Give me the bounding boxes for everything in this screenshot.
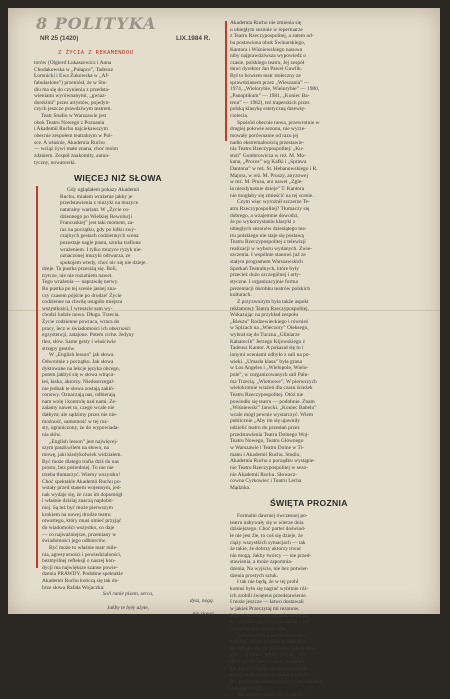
text-line: Tego wrażenia — naprawdę nerwy.: [42, 279, 119, 286]
masthead: 8 POLITYKA: [36, 14, 157, 33]
text-line: Wskazując na przykład zespołu: [230, 312, 299, 319]
right-column-closing: [230, 513, 416, 699]
text-line: Czym więc wyrożnił szczerze Te-: [237, 199, 310, 206]
text-line: drugiej połowie sezonu, nie wyrze-: [230, 126, 306, 133]
text-line: dysz, nogą.: [189, 598, 214, 605]
text-line: Gdy oglądałem pokazy Akademii: [67, 187, 140, 193]
text-line: dorskimi” przez artystów, pojedyn-: [34, 99, 110, 106]
text-line: tlen, słów. Same gesty i właściwie: [42, 339, 116, 346]
text-line: Akademia Ruchu z porządku wystąpie-: [230, 458, 316, 465]
text-line: w Warszawie i Teatru Dolne w Ti-: [230, 445, 304, 451]
text-line: ciąży wszystkich sytuacjach — tak: [230, 539, 306, 546]
text-line: w jakieś Przeczytaj mi rezonow.: [230, 605, 300, 612]
newspaper-page: [8, 8, 440, 699]
text-line: otwartego, który musi umieć przyjąć: [42, 518, 122, 525]
text-line: atru Rzeczypospolitej? Tłumaczy się: [230, 205, 310, 212]
text-line: „Panoptikum” — 1981, „Koniec Ba-: [230, 93, 310, 100]
text-line: zjwen bezkarności — stanu trzeźwo-: [230, 672, 310, 679]
text-line: Majora, w reż. M. Pruszy, anyzowej: [230, 172, 308, 179]
text-line: Święta próźnia jest bowiem nie-: [237, 632, 307, 639]
text-line: ale nie to!” Święta próźnia przyjśle: [230, 665, 306, 672]
text-line: mowę, jaki kiedykolwiek widziałem.: [42, 451, 122, 458]
text-line: Nie zdajmy sobie nie są najbar-: [237, 692, 305, 699]
text-line: u ubiegłym sezonie w repertuarze: [230, 26, 303, 33]
text-line: styczne. I organizacyjnie forma: [230, 278, 298, 285]
text-line: łe nie jest źle, to coś się dzieje, że: [230, 532, 303, 539]
text-line: ten rytuału się, to „urobiłby, gdyby mo-: [230, 645, 316, 652]
text-line: ła niezdynaśnie dzieje” T. Kantora: [230, 186, 305, 193]
section-heading-holy-void: ŚWIĘTA PROZNIA: [270, 498, 348, 508]
text-line: spokojem wtedy, choć nic się nie dzieje.: [60, 260, 147, 267]
text-line: w szkodzie, przyczyn wrażenia i wy-: [230, 619, 310, 626]
text-line: ba postawiona obok Świnarskiego,: [230, 39, 306, 46]
text-line: strzępy gestów.: [42, 345, 76, 352]
text-line: sprawdzianem przez „Wieszania” —: [230, 79, 310, 86]
text-line: dyktowane na lekcje języka obcego,: [42, 365, 120, 372]
text-line: Więcej sezonowo przyszła nawet na: [230, 612, 308, 619]
text-line: z Teatru Rzeczypospolitej, a zatem od-: [230, 33, 314, 40]
text-line: nak wydaje się, że czas im dopomógł: [42, 491, 123, 498]
text-line: ich zrobili święteus przedstawienie.: [230, 592, 307, 599]
text-line: Kabarecik” Jerzego Kijowskiego z: [230, 338, 305, 345]
text-line: 1974, „Wielorybie, Wielorybie” — 1980,: [230, 86, 320, 93]
text-line: Być może to właśnie teatr mile-: [49, 544, 118, 551]
text-line: Być może dlatego trafia dziś do nas: [42, 458, 119, 465]
text-line: dziennego po Wielkiej Rewolucji: [60, 213, 132, 220]
text-line: dzenia PRAWDY. Podobne spektakle: [42, 571, 123, 578]
text-line: diu ma się do czynienia z przedsta-: [34, 86, 110, 93]
text-line: czy czasem pójście po drodze! Życie: [42, 292, 122, 299]
text-line: szczenia. I wspólnie stanowi już ze: [230, 252, 306, 259]
text-line: Dantona” w reż. St. Hebanowskiego i R.: [230, 166, 318, 173]
text-line: kana, „Proces” wg Kafki i „Sprawa: [230, 159, 307, 166]
text-line: Formalni dawniej ówczesnej po-: [237, 513, 308, 519]
text-line: tru polskiego nie staje się postawą: [230, 232, 304, 239]
text-line: w reż. M. Prusa, ani nawet „Zgie-: [230, 179, 303, 186]
text-line: fabulasione”) przeniósł, że w Stu-: [34, 79, 108, 86]
text-line: udzielić teatru do przesłań przez: [230, 425, 300, 432]
text-line: potem jakbyś się w słowa wtrąca-: [42, 372, 115, 379]
text-line: Tadeusz Kantor. A pokazał się to i: [230, 345, 304, 352]
text-line: wieki. „Umarła klasa” była grana: [230, 358, 302, 365]
text-line: wrażeniem. I tylko muzyce ryzyk nie-: [60, 246, 143, 253]
text-line: łeś, łaska, aktorzy. Niedostrzegal-: [42, 378, 115, 385]
text-line: stoń” Gombrowicza w reż. M. Mo-: [230, 152, 306, 159]
text-line: trzeba tłumaczyć. Wiemy wszystko!: [42, 471, 121, 478]
text-line: że po wykorzystaniu klasyki z: [230, 219, 296, 226]
text-line: „Wiśniewski” Jarocki. „Koniec Babelu”: [230, 405, 317, 412]
text-line: dzisiejszego. Choć parter doświad-: [230, 526, 306, 533]
text-line: czajnych gestach codziennych scena: [60, 233, 139, 240]
text-line: w Los Angeles i „Wielopole, Wielo-: [230, 365, 309, 372]
text-line: nie Teatru Rzeczypospolitej w sezo-: [230, 464, 308, 471]
text-line: cowna Cyrkowiec i Teatru Lecha: [230, 478, 302, 485]
text-line: obecnie zespołem teatralnym w Pol-: [34, 133, 113, 140]
text-line: gła”, „urobiłby, gdyby chciał”, „mo-: [230, 652, 309, 659]
text-line: raz na początku, gdy po kilku zwy-: [60, 226, 136, 233]
text-line: Akademia Ruchu nie zmienia się: [230, 20, 302, 26]
text-line: pozostaje nagle pusta, sztuka trafiona: [60, 240, 141, 247]
text-line: nie ziouez: [192, 611, 214, 618]
text-line: W „English lesson” jak słowa.: [49, 352, 115, 359]
right-column-body: [230, 20, 416, 491]
text-line: reklamowy Teatru Rzeczypospolitej.: [230, 305, 310, 312]
text-line: Kantora i Wiśniewskiego nasuwa: [230, 46, 302, 53]
text-line: ubiegłych sezonów dziesiątego tea-: [230, 225, 307, 232]
text-line: Teatru Rzeczypospolitej z telewizji: [230, 239, 306, 246]
text-line: szym paszkwilem na słowo, na: [42, 445, 109, 452]
text-line: wybrał się do Tuczna „Gliniarze: [230, 332, 300, 339]
text-line: — co najważniejsze, przemiany w: [42, 531, 117, 538]
text-line: Z przyzwoitym była także aspekt: [237, 298, 309, 305]
text-line: nie mogłaby się zmieścić na tej scenie.: [230, 192, 314, 199]
text-line: Akademii Ruchu kończą się tak do-: [42, 578, 120, 585]
text-line: Mądzika.: [230, 484, 251, 491]
text-line: Łomnicki i Ewa Żukowska w „Af-: [34, 73, 110, 80]
text-line: świadomości jego odbiorców.: [42, 538, 107, 545]
text-line: korzystaj tę z ówczesnym.: [230, 625, 287, 632]
text-line: mowały porównanie od razu jej: [230, 132, 299, 139]
text-line: przedstawienia z muzyki na muzyce: [60, 200, 139, 207]
text-line: publicznie „Aby im się ujawniły: [230, 418, 301, 425]
text-line: „English lesson” jest najwięcej-: [49, 438, 118, 445]
text-line: Spośród obecnie nowa, przewrotnie w: [237, 119, 320, 126]
text-line: egzystencji, zatajone. Potem ciche. Jedyny: [42, 332, 135, 339]
text-line: wszystkości, I wreszcie sam wy-: [42, 305, 113, 312]
text-line: Chodakowska w „Pułapce”, Tadeusz: [34, 66, 114, 73]
text-line: Odwrotnie z początku. Jak słowa: [42, 358, 114, 365]
text-line: zalamy nawet to, czego wcale nie: [42, 405, 115, 412]
text-line: Ruchu, miałem wrażenie jakby je: [60, 193, 133, 200]
text-line: i Akademii Ruchu najciekawszym: [34, 126, 108, 133]
text-line: czych jeszcze prawdziwym teatrem.: [34, 106, 112, 113]
text-line: obok Teatru Nowego z Poznania: [34, 119, 105, 126]
text-line: że takie, że dobrzy aktorzy trwać: [230, 546, 302, 553]
text-line: nia słów.: [42, 432, 62, 439]
text-line: pole”, w zorganizowanych sali Palu-: [230, 371, 310, 378]
text-line: manu i Akademii Ruchu. Studio,: [230, 451, 301, 458]
text-line: trytcze, nie nie rozumiem nawet.: [42, 272, 113, 279]
text-line: Soli ranie pisem, serca,: [102, 591, 154, 598]
clipping-stamp: Z ŻYCIA Z REKAMENDOU: [58, 50, 134, 56]
text-line: stałym programem Warszawskich: [230, 259, 303, 266]
text-line: wielokrotnie wrażeń dla czasu ścieżek: [230, 385, 313, 392]
text-line: tyczny, nowatorski.: [34, 159, 77, 166]
text-line: nie jednak te słowa zostają zakłó-: [42, 385, 115, 392]
text-line: w Spiżach na „Wieczory” Oleksego,: [230, 325, 309, 332]
text-line: brze słowa Rafała Wojaczka:: [42, 584, 105, 591]
text-line: litby, gdyby nie...”, albo „uzupełni: [230, 659, 305, 666]
text-line: przecież dużo szczególnej i arty-: [230, 272, 301, 279]
text-line: kulturach.: [230, 292, 252, 299]
text-line: „Bieszu” Rodzewieckiego i również: [230, 318, 309, 325]
text-line: niej. Są też być może pierwszym: [42, 505, 113, 512]
text-line: chodzi ludzie nowa. Długa. Trzecia.: [42, 312, 120, 319]
text-line: torów (Olgierd Łukaszewicz i Anna: [34, 60, 112, 66]
text-line: możność, samotność w tej roz-: [42, 418, 109, 425]
text-line: dzeje. Ta pustka przerażą się. Boli,: [42, 266, 117, 272]
text-line: tenu” — 1982), też traperskich przez: [230, 99, 310, 106]
text-line: teatru nabywały się w wierze dnia: [230, 519, 304, 526]
text-line: nia, agresywności i powiedzialności,: [42, 551, 122, 558]
text-line: nie mogą. Jakby twórcy — nie przed-: [230, 552, 312, 559]
text-line: dałbym; ale sądzimy przez nie nie-: [42, 412, 118, 419]
text-line: Życie codzienne powraca, wraca do: [42, 319, 120, 326]
text-line: bytnika, święta próźnia to naklińcy.: [230, 639, 307, 646]
text-line: Bo pustka po tej scenie jasnej zna-: [42, 285, 117, 292]
text-line: Był to bowiem teatr stołeczny ze: [230, 73, 301, 80]
text-line: Francuskiej” jest taki moment, za-: [60, 220, 135, 227]
text-line: I może jeszcze — łatwo dostawali: [230, 599, 304, 606]
text-line: ciolecia.: [230, 112, 249, 119]
text-line: stawienia, a może zapomnia-: [230, 559, 293, 566]
text-line: bezmyślnej refleksji o naszej kon-: [42, 558, 116, 565]
issue-date: LIX.1984 R.: [176, 35, 211, 42]
text-line: zdaniem. Zespół znakomity, autun-: [34, 152, 110, 159]
text-line: — wciąż żywi mało znana, choć moim: [34, 146, 118, 153]
text-line: nie Akademii Ruchu. Słowacz-: [230, 471, 298, 478]
text-line: wcale mógł pewnie wystarczyć. Wiem: [230, 411, 314, 418]
left-column-intro: [34, 60, 212, 166]
text-line: Choć spektakle Akademii Ruchu po-: [42, 478, 122, 485]
text-line: wieniami wyrównanymi, „gwiaz-: [34, 93, 107, 100]
text-line: dzenia, Na wyjście, nie bez potwier-: [230, 566, 309, 573]
text-line: rzeczywistości.: [230, 685, 264, 692]
text-line: oznaczonej muzyki odtwarza, ze: [60, 253, 131, 260]
text-line: realizacji w wyboru wydanych. Zwie-: [230, 245, 312, 252]
text-line: powiodło się teatru — podobnie. Znam: [230, 398, 315, 405]
text-line: krokiem na nowej drodze teatru: [42, 511, 111, 518]
text-line: prosto, bez pośredniej. To nie nie: [42, 465, 114, 472]
text-line: Jakby te były użyte,: [107, 604, 149, 611]
text-line: sty, ograniczony, że do wypowiada-: [42, 425, 120, 432]
section-heading-more-than-words: WIĘCEJ NIŻ SŁOWA: [74, 173, 162, 183]
text-line: pracy, lecz w świadomości ich obecności: [42, 325, 131, 332]
text-line: dycji ma największe szanse powie-: [42, 564, 118, 571]
text-line: Teatru Nowego, Teatru Głównego: [230, 438, 304, 445]
text-line: dzenia prostych sztuk.: [230, 572, 279, 579]
text-line: I tak nie będą, że w tej prohl: [237, 579, 299, 586]
red-margin-mark-right: [225, 21, 227, 141]
text-line: codzienne na chwilę ustąpiło miejsca: [42, 299, 123, 306]
issue-number: NR 25 (1420): [40, 35, 79, 42]
text-line: ści, potocznie nazwiedzonych, bezwiędnie: [230, 679, 322, 686]
text-line: nia Teatru Rzeczypospolitej: „Ku-: [230, 146, 304, 153]
text-line: prezentacji dorobku teatrów polskich: [230, 285, 311, 292]
text-line: Spotkań Teatralnych, które były: [230, 265, 299, 272]
text-line: niby najprawdziwsza wypowiedź o: [230, 53, 306, 60]
text-line: naturalny wariant. W „Życie co-: [60, 206, 130, 213]
text-line: nam wolę i kontrolę nad nami. Ze-: [42, 398, 117, 405]
text-line: polską klasykę estetyczną dziewię-: [230, 106, 306, 113]
red-margin-mark-left: [36, 186, 38, 568]
text-line: Teatru Rzeczypospolitej. Otóż nie: [230, 391, 304, 398]
left-column-mid: [60, 187, 210, 267]
text-line: czasie, polskiego teatru, Jej zespół: [230, 59, 305, 66]
text-line: nadto ekstremalnością przestawie-: [230, 139, 305, 146]
text-line: dobrego, a wzajemnie dowodzi,: [230, 212, 299, 219]
text-line: conowy. Oznaczają nas, odbierają: [42, 392, 116, 399]
text-line: duwi dyrektor Jan Paweł Gawlik.: [230, 66, 303, 73]
text-line: do wiadomości wszystko, co daje: [42, 524, 115, 531]
text-line: i właśnie dzisiaj znaczą najdobit-: [42, 498, 114, 505]
text-line: sce. A właśnie, Akademia Ruchu: [34, 139, 105, 146]
text-line: Teatr Studio w Warszawie jest: [41, 113, 107, 120]
text-line: przedstawienia Teatru Dolnego Woj-: [230, 431, 310, 438]
text-line: innymi oceniami odbyło z sali na po-: [230, 352, 311, 359]
text-line: wstały przed stanem wojennym, jed-: [42, 485, 122, 492]
left-column-body: [42, 266, 214, 618]
text-line: komuś było się nagrać wybitnie róż-: [230, 586, 309, 593]
text-line: ma Trzecią. „Wietnowe”, W pierwszych: [230, 378, 317, 385]
